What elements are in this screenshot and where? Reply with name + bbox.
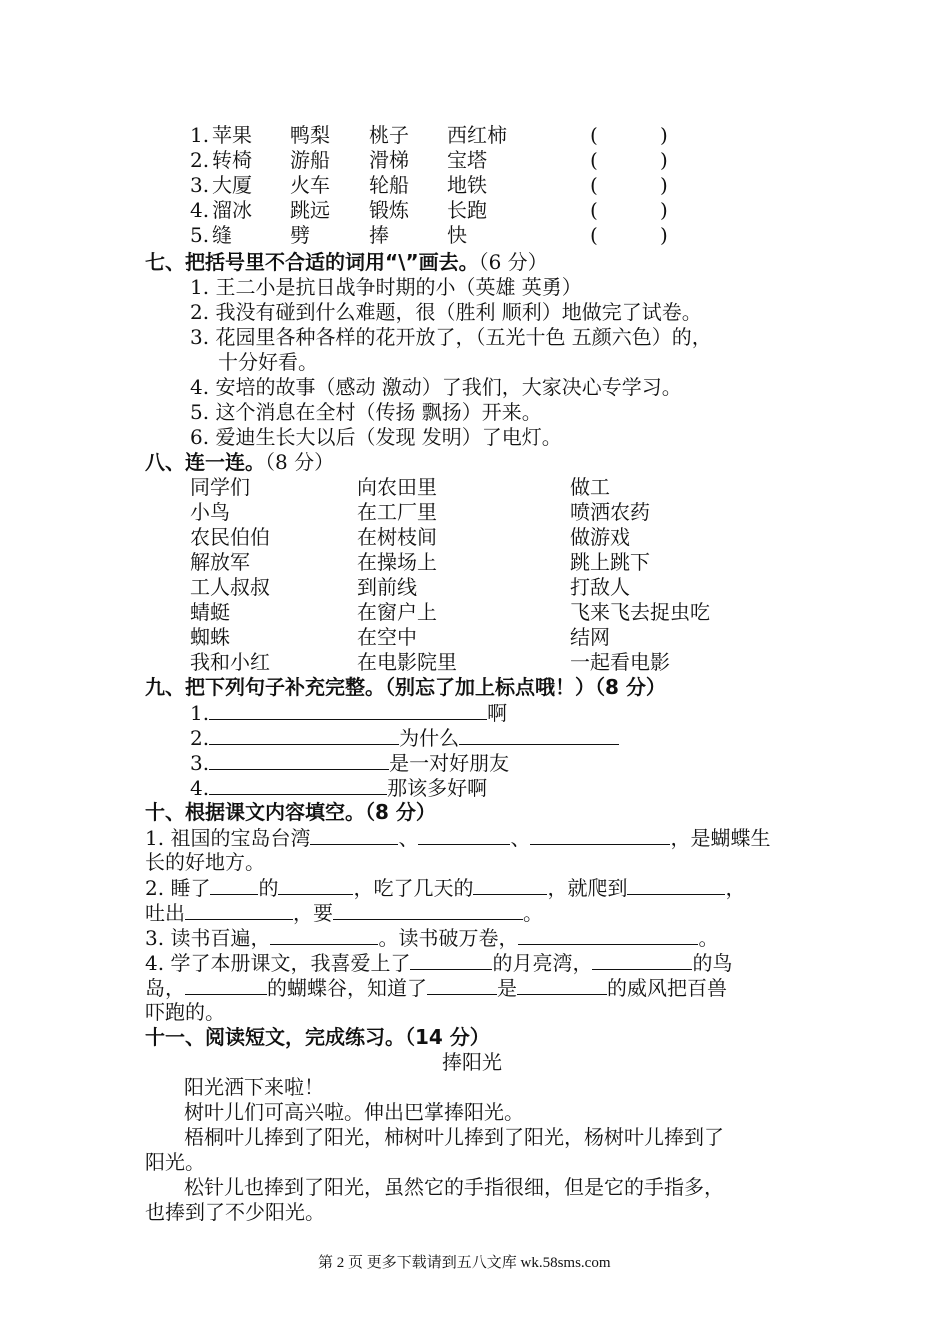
match-left: 蜘蛛 [190, 625, 230, 649]
fill-blank[interactable] [592, 950, 692, 970]
row-number: 4. [190, 198, 210, 222]
word: 跳远 [290, 198, 330, 222]
match-middle: 在空中 [357, 625, 417, 649]
answer-paren-right: ) [660, 148, 668, 172]
word: 长跑 [447, 198, 487, 222]
word: 滑梯 [369, 148, 409, 172]
row-number: 3. [190, 173, 210, 197]
section-7-item: 5. 这个消息在全村（传扬 飘扬）开来。 [190, 400, 542, 424]
fill-blank[interactable] [185, 975, 267, 995]
match-right: 做工 [570, 475, 610, 499]
match-right: 跳上跳下 [570, 550, 650, 574]
row-number: 2. [190, 148, 210, 172]
reading-paragraph-continued: 也捧到了不少阳光。 [145, 1200, 325, 1224]
match-middle: 到前线 [357, 575, 417, 599]
reading-paragraph: 树叶儿们可高兴啦。伸出巴掌捧阳光。 [184, 1100, 524, 1124]
fill-line: 3. 读书百遍， 。读书破万卷， 。 [145, 926, 719, 950]
answer-paren-right: ) [660, 123, 668, 147]
fill-blank[interactable] [473, 875, 547, 895]
word: 鸭梨 [290, 123, 330, 147]
section-9-title: 九、把下列句子补充完整。（别忘了加上标点哦！）（8 分） [145, 675, 666, 699]
fill-line: 吐出 ，要 。 [145, 901, 543, 925]
word: 苹果 [212, 123, 252, 147]
section-7-item: 2. 我没有碰到什么难题，很（胜利 顺利）地做完了试卷。 [190, 300, 702, 324]
section-7-item-continued: 十分好看。 [218, 350, 318, 374]
word: 大厦 [212, 173, 252, 197]
word: 锻炼 [369, 198, 409, 222]
match-left: 蜻蜓 [190, 600, 230, 624]
fill-blank[interactable] [209, 700, 487, 720]
word: 捧 [369, 223, 389, 247]
match-right: 做游戏 [570, 525, 630, 549]
match-right: 喷洒农药 [570, 500, 650, 524]
fill-blank[interactable] [459, 725, 619, 745]
fill-line: 2. 睡了 的 ，吃了几天的 ，就爬到 ， [145, 876, 746, 900]
section-7-item: 6. 爱迪生长大以后（发现 发明）了电灯。 [190, 425, 562, 449]
answer-paren-right: ) [660, 198, 668, 222]
word: 轮船 [369, 173, 409, 197]
match-right: 飞来飞去捉虫吃 [570, 600, 710, 624]
fill-line: 岛， 的蝴蝶谷，知道了 是 的威风把百兽 [145, 976, 727, 1000]
row-number: 5. [190, 223, 210, 247]
answer-paren-left: ( [590, 173, 598, 197]
fill-blank[interactable] [517, 975, 607, 995]
match-middle: 向农田里 [357, 475, 437, 499]
reading-paragraph: 阳光洒下来啦！ [184, 1075, 324, 1099]
fill-blank[interactable] [427, 975, 497, 995]
section-7-item: 1. 王二小是抗日战争时期的小（英雄 英勇） [190, 275, 582, 299]
poem-title: 捧阳光 [442, 1050, 502, 1074]
fill-blank[interactable] [410, 950, 492, 970]
match-right: 结网 [570, 625, 610, 649]
sentence-item: 2. 为什么 [190, 725, 619, 750]
match-left: 小鸟 [190, 500, 230, 524]
match-middle: 在窗户上 [357, 600, 437, 624]
fill-line: 1. 祖国的宝岛台湾 、 、 ，是蝴蝶生 [145, 826, 771, 850]
word: 火车 [290, 173, 330, 197]
section-7-title: 七、把括号里不合适的词用“\”画去。（6 分） [145, 250, 548, 274]
fill-line: 4. 学了本册课文，我喜爱上了 的月亮湾， 的鸟 [145, 951, 733, 975]
match-left: 农民伯伯 [190, 525, 270, 549]
fill-blank[interactable] [278, 875, 353, 895]
match-left: 解放军 [190, 550, 250, 574]
answer-paren-left: ( [590, 123, 598, 147]
match-middle: 在操场上 [357, 550, 437, 574]
section-7-item: 3. 花园里各种各样的花开放了，（五光十色 五颜六色）的， [190, 325, 712, 349]
match-right: 一起看电影 [570, 650, 670, 674]
fill-blank[interactable] [270, 925, 378, 945]
section-7-item: 4. 安培的故事（感动 激动）了我们，大家决心专学习。 [190, 375, 682, 399]
match-middle: 在电影院里 [357, 650, 457, 674]
fill-blank[interactable] [530, 825, 670, 845]
sentence-item: 3. 是一对好朋友 [190, 751, 510, 775]
sentence-item: 4. 那该多好啊 [190, 776, 488, 800]
page-footer: 第 2 页 更多下载请到五八文库 wk.58sms.com [318, 1255, 611, 1271]
fill-blank[interactable] [209, 725, 399, 745]
sentence-item: 1. 啊 [190, 701, 508, 725]
section-11-title: 十一、阅读短文，完成练习。（14 分） [145, 1025, 490, 1049]
fill-blank[interactable] [518, 925, 698, 945]
match-middle: 在工厂里 [357, 500, 437, 524]
word: 地铁 [447, 173, 487, 197]
word: 转椅 [212, 148, 252, 172]
fill-blank[interactable] [185, 900, 293, 920]
word: 桃子 [369, 123, 409, 147]
fill-blank[interactable] [310, 825, 398, 845]
fill-blank[interactable] [210, 875, 258, 895]
word: 缝 [212, 223, 232, 247]
row-number: 1. [190, 123, 210, 147]
fill-blank[interactable] [333, 900, 523, 920]
answer-paren-left: ( [590, 148, 598, 172]
word: 宝塔 [447, 148, 487, 172]
fill-blank[interactable] [418, 825, 510, 845]
match-left: 工人叔叔 [190, 575, 270, 599]
word: 西红柿 [447, 123, 507, 147]
reading-paragraph-continued: 阳光。 [145, 1150, 205, 1174]
section-8-title: 八、连一连。（8 分） [145, 450, 335, 474]
answer-paren-left: ( [590, 223, 598, 247]
reading-paragraph: 松针儿也捧到了阳光，虽然它的手指很细，但是它的手指多， [184, 1175, 724, 1199]
word: 溜冰 [212, 198, 252, 222]
answer-paren-left: ( [590, 198, 598, 222]
fill-line: 长的好地方。 [145, 850, 265, 874]
answer-paren-right: ) [660, 223, 668, 247]
match-left: 我和小红 [190, 650, 270, 674]
fill-line: 吓跑的。 [145, 1000, 225, 1024]
fill-blank[interactable] [209, 775, 387, 795]
reading-paragraph: 梧桐叶儿捧到了阳光，柿树叶儿捧到了阳光，杨树叶儿捧到了 [184, 1125, 724, 1149]
word: 游船 [290, 148, 330, 172]
match-right: 打敌人 [570, 575, 630, 599]
section-10-title: 十、根据课文内容填空。（8 分） [145, 800, 436, 824]
fill-blank[interactable] [209, 750, 389, 770]
word: 快 [447, 223, 467, 247]
match-middle: 在树枝间 [357, 525, 437, 549]
word: 劈 [290, 223, 310, 247]
fill-blank[interactable] [627, 875, 725, 895]
match-left: 同学们 [190, 475, 250, 499]
answer-paren-right: ) [660, 173, 668, 197]
